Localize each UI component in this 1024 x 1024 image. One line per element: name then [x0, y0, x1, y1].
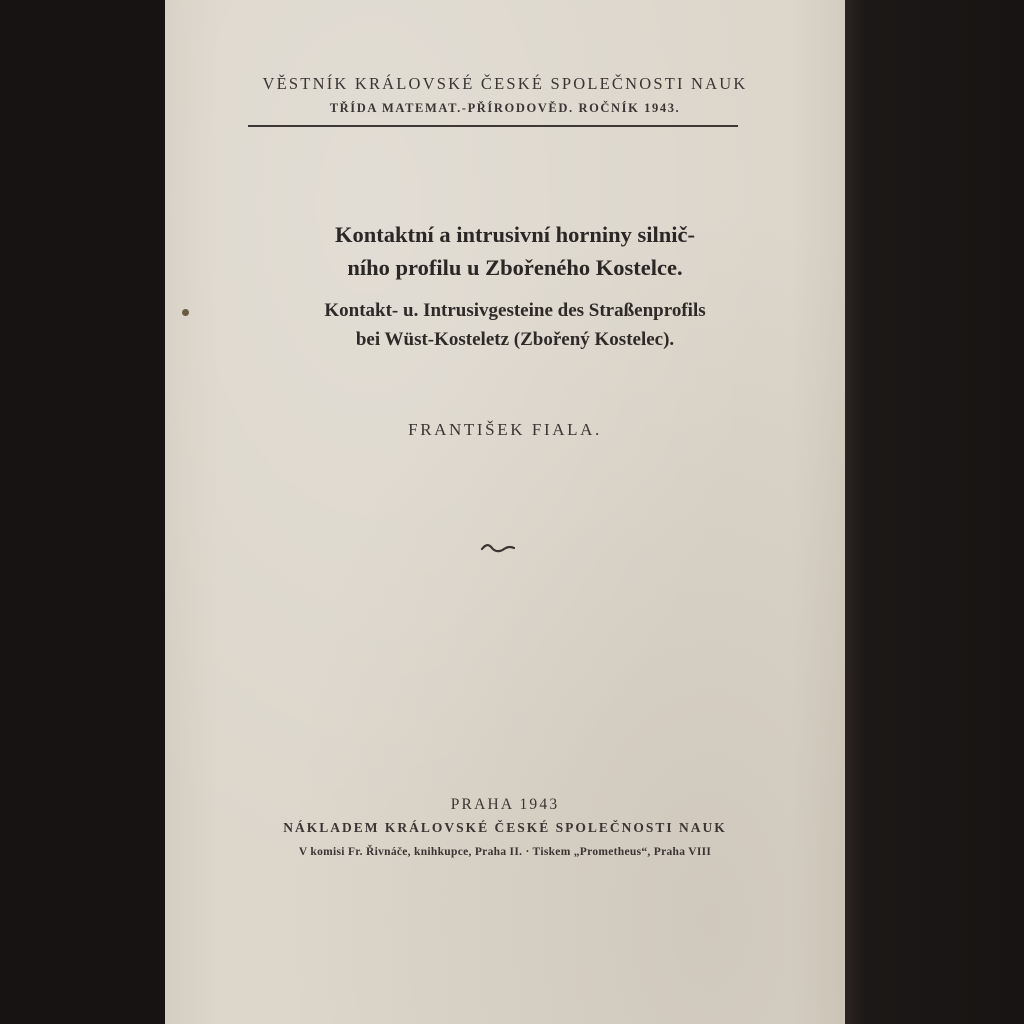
swash-ornament-icon [480, 540, 516, 556]
title-german [205, 296, 825, 354]
background-left [0, 0, 165, 1024]
place-and-year: PRAHA 1943 [450, 796, 560, 813]
publisher-line: NÁKLADEM KRÁLOVSKÉ ČESKÉ SPOLEČNOSTI NAUK [283, 820, 727, 835]
title-german-line-2: bei Wüst-Kosteletz (Zbořený Kostelec). [355, 329, 675, 350]
journal-section: TŘÍDA MATEMAT.-PŘÍRODOVĚD. ROČNÍK 1943. [329, 101, 681, 115]
journal-name: VĚSTNÍK KRÁLOVSKÉ ČESKÉ SPOLEČNOSTI NAUK [262, 74, 748, 93]
title-czech-line-1: Kontaktní a intrusivní horniny silnič- [334, 222, 696, 247]
background-right [845, 0, 1024, 1024]
title-czech-line-2: ního profilu u Zbořeného Kostelce. [347, 255, 683, 280]
header-rule [248, 125, 738, 127]
paper-stain [182, 309, 189, 316]
title-german-line-1: Kontakt- u. Intrusivgesteine des Straßenprofils [324, 300, 706, 321]
title-czech [205, 218, 825, 284]
document-page [165, 0, 845, 1024]
imprint-line: V komisi Fr. Řivnáče, knihkupce, Praha II. · Tiskem „Prometheus“, Praha VIII [298, 846, 712, 858]
author-name: FRANTIŠEK FIALA. [408, 420, 602, 439]
